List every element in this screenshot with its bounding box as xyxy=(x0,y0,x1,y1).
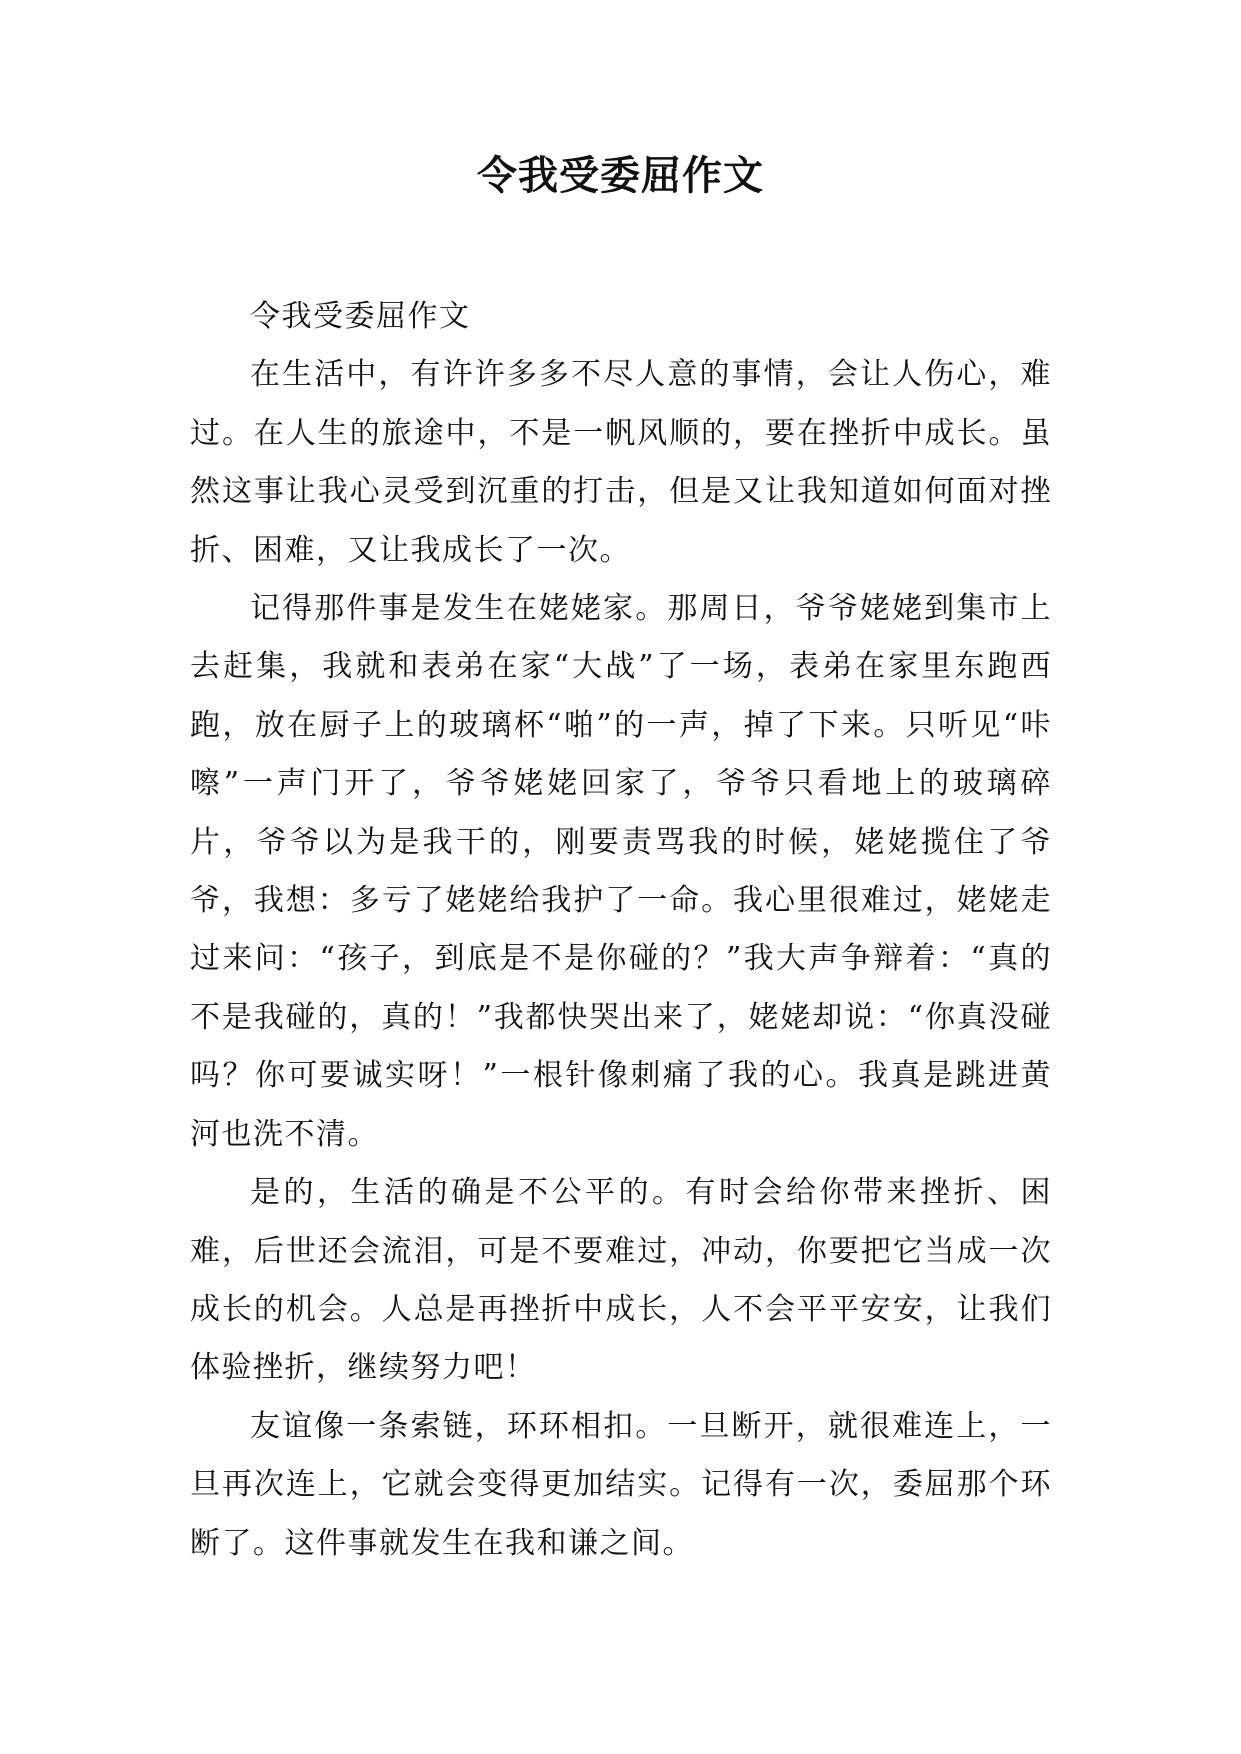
paragraph-4: 友谊像一条索链，环环相扣。一旦断开，就很难连上，一旦再次连上，它就会变得更加结实。记得有一次，委屈那个环断了。这件事就发生在我和谦之间。 xyxy=(190,1408,1052,1561)
document-title: 令我受委屈作文 xyxy=(477,152,764,199)
document-body xyxy=(190,288,1052,1573)
paragraph-1: 在生活中，有许许多多不尽人意的事情，会让人伤心，难过。在人生的旅途中，不是一帆风顺的，要在挫折中成长。虽然这事让我心灵受到沉重的打击，但是又让我知道如何面对挫折、困难，又让我成长了一次。 xyxy=(190,357,1052,568)
article-subtitle: 令我受委屈作文 xyxy=(250,299,471,334)
paragraph-3: 是的，生活的确是不公平的。有时会给你带来挫折、困难，后世还会流泪，可是不要难过，冲动，你要把它当成一次成长的机会。人总是再挫折中成长，人不会平平安安，让我们体验挫折，继续努力吧！ xyxy=(190,1175,1052,1386)
paragraph-2: 记得那件事是发生在姥姥家。那周日，爷爷姥姥到集市上去赶集，我就和表弟在家“大战”了一场，表弟在家里东跑西跑，放在厨子上的玻璃杯“啪”的一声，掉了下来。只听见“咔嚓”一声门开了，爷爷姥姥回家了，爷爷只看地上的玻璃碎片，爷爷以为是我干的，刚要责骂我的时候，姥姥揽住了爷爷，我想：多亏了姥姥给我护了一命。我心里很难过，姥姥走过来问：“孩子，到底是不是你碰的？”我大声争辩着：“真的不是我碰的，真的！”我都快哭出来了，姥姥却说：“你真没碰吗？你可要诚实呀！”一根针像刺痛了我的心。我真是跳进黄河也洗不清。 xyxy=(190,591,1052,1152)
